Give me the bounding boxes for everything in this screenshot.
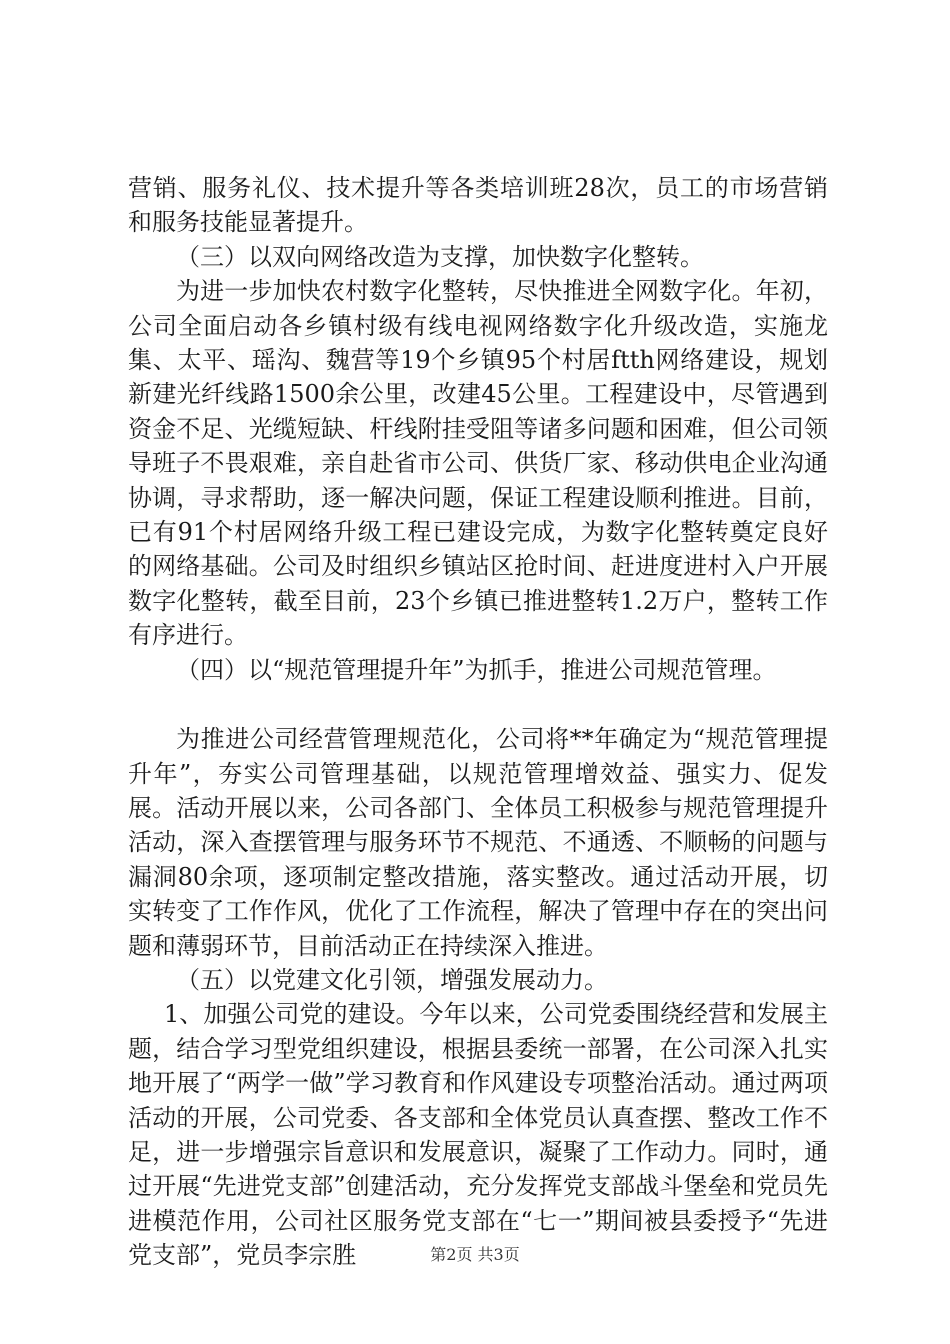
paragraph-7: 1、加强公司党的建设。今年以来，公司党委围绕经营和发展主题，结合学习型党组织建设，根据县委统一部署，在公司深入扎实地开展了“两学一做”学习教育和作风建设专项整治活动。通过两项活动的开展，公司党委、各支部和全体党员认真查摆、整改工作不足，进一步增强宗旨意识和发展意识，凝聚了工作动力。同时，通过开展“先进党支部”创建活动，充分发挥党支部战斗堡垒和党员先进模范作用，公司社区服务党支部在“七一”期间被县委授予“先进党支部”，党员李宗胜 [128, 1000, 828, 1270]
paragraph-3: 为进一步加快农村数字化整转，尽快推进全网数字化。年初，公司全面启动各乡镇村级有线电视网络数字化升级改造，实施龙集、太平、瑶沟、魏营等19个乡镇95个村居ftth网络建设，规划新建光纤线路1500余公里，改建45公里。工程建设中，尽管遇到资金不足、光缆短缺、杆线附挂受阻等诸多问题和困难，但公司领导班子不畏艰难，亲自赴省市公司、供货厂家、移动供电企业沟通协调，寻求帮助，逐一解决问题，保证工程建设顺利推进。目前，已有91个村居网络升级工程已建设完成，为数字化整转奠定良好的网络基础。公司及时组织乡镇站区抢时间、赶进度进村入户开展数字化整转，截至目前，23个乡镇已推进整转1.2万户，整转工作有序进行。 [128, 277, 828, 650]
page-number-footer: 第2页 共3页 [430, 1245, 520, 1264]
paragraph-1: 营销、服务礼仪、技术提升等各类培训班28次，员工的市场营销和服务技能显著提升。 [128, 174, 828, 237]
paragraph-5: 为推进公司经营管理规范化，公司将**年确定为“规范管理提升年”，夯实公司管理基础，以规范管理增效益、强实力、促发展。活动开展以来，公司各部门、全体员工积极参与规范管理提升活动，深入查摆管理与服务环节不规范、不通透、不顺畅的问题与漏洞80余项，逐项制定整改措施，落实整改。通过活动开展，切实转变了工作作风，优化了工作流程，解决了管理中存在的突出问题和薄弱环节，目前活动正在持续深入推进。 [128, 725, 828, 960]
section-heading-4: （四）以“规范管理提升年”为抓手，推进公司规范管理。 [176, 655, 777, 684]
section-heading-5: （五）以党建文化引领，增强发展动力。 [176, 965, 608, 994]
section-heading-3: （三）以双向网络改造为支撑，加快数字化整转。 [176, 242, 704, 271]
paragraph-spacer [128, 687, 828, 722]
document-body [128, 171, 828, 1273]
